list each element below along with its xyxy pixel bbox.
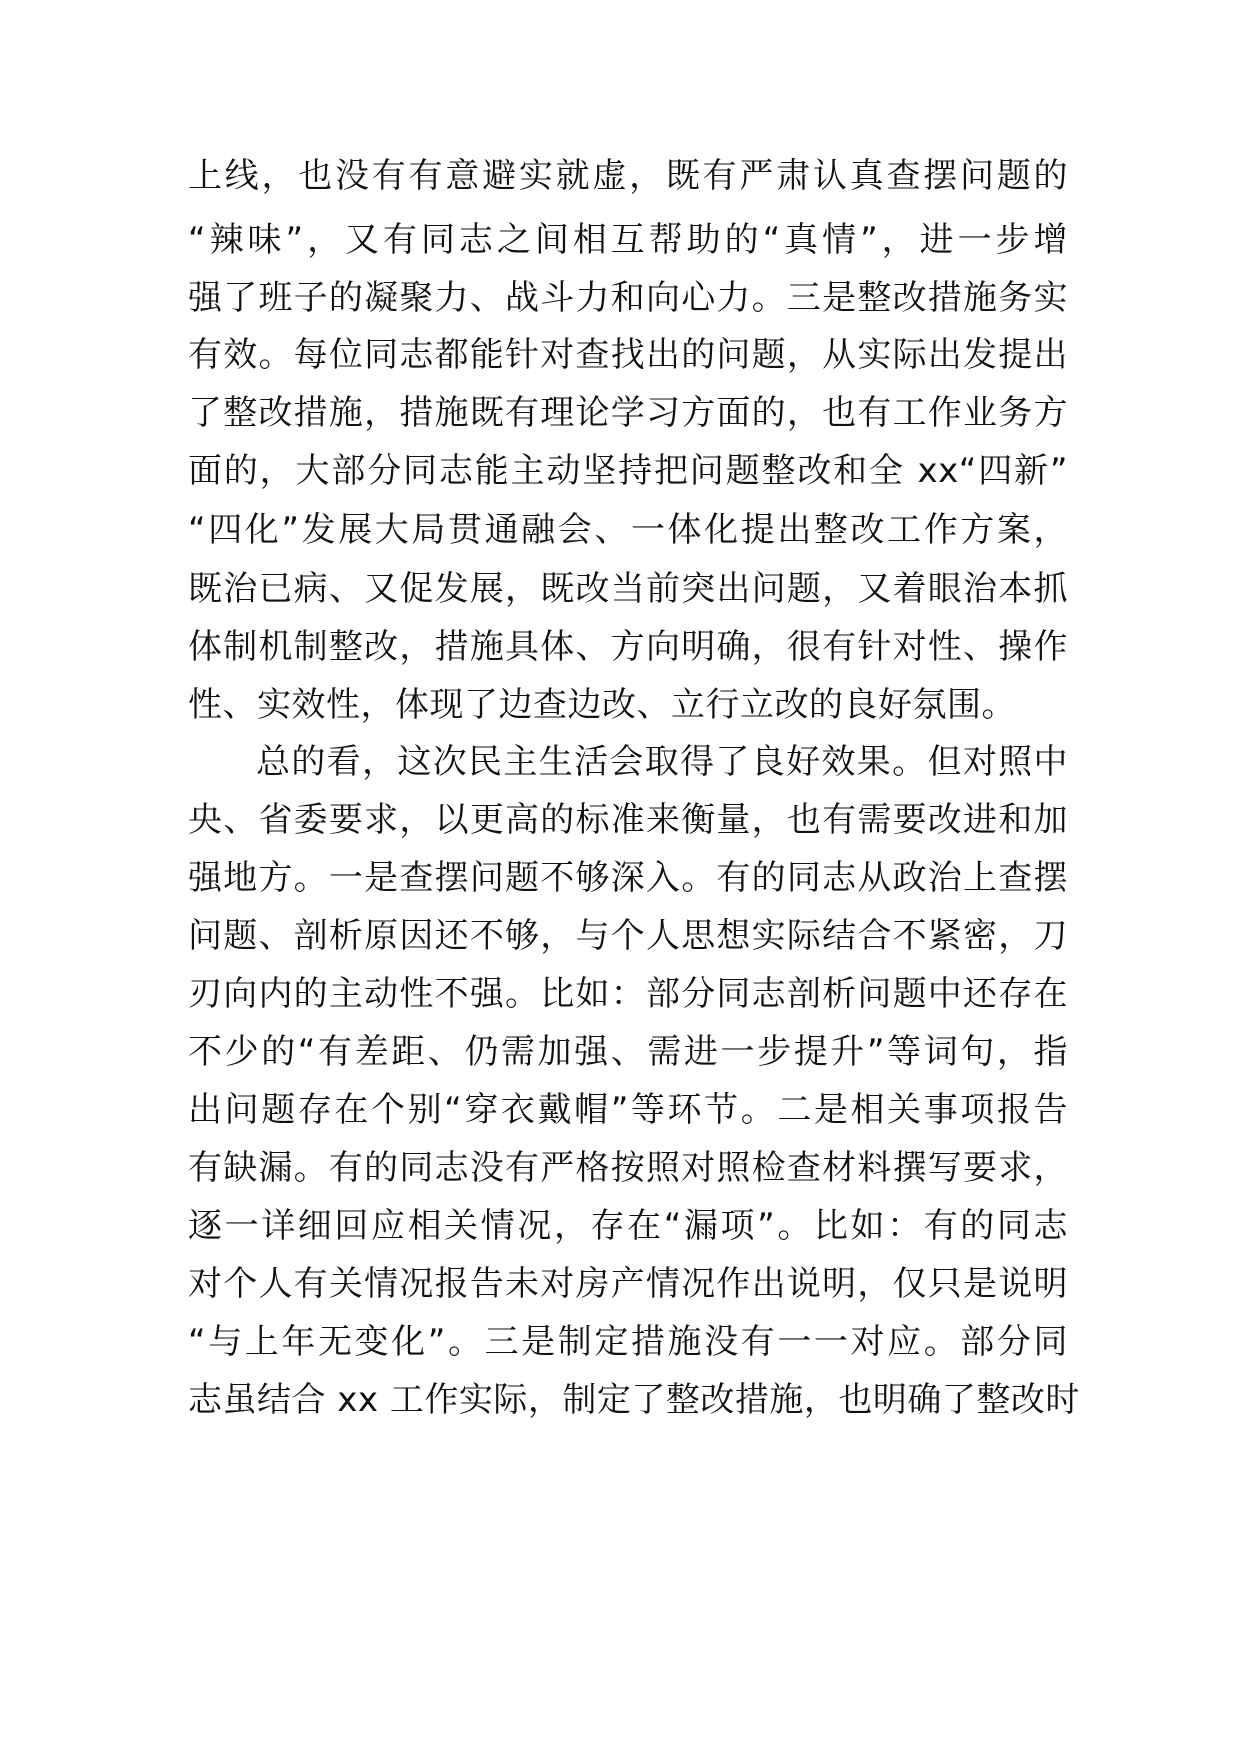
text-line: 央、省委要求，以更高的标准来衡量，也有需要改进和加	[188, 800, 1068, 840]
text-line: 面的，大部分同志能主动坚持把问题整改和全 xx“四新”	[188, 451, 1068, 491]
text-line: 问题、剖析原因还不够，与个人思想实际结合不紧密，刀	[188, 916, 1068, 956]
paragraph-first-line: 总的看，这次民主生活会取得了良好效果。但对照中	[256, 742, 1068, 782]
text-line: 逐一详细回应相关情况，存在“漏项”。比如：有的同志	[188, 1206, 1068, 1246]
text-line: 上线，也没有有意避实就虚，既有严肃认真查摆问题的	[188, 156, 1068, 196]
text-line: 有缺漏。有的同志没有严格按照对照检查材料撰写要求，	[188, 1148, 1068, 1188]
text-line: 了整改措施，措施既有理论学习方面的，也有工作业务方	[188, 393, 1068, 433]
text-line: 出问题存在个别“穿衣戴帽”等环节。二是相关事项报告	[188, 1090, 1068, 1130]
text-line: 性、实效性，体现了边查边改、立行立改的良好氛围。	[188, 685, 1016, 725]
text-line: 强地方。一是查摆问题不够深入。有的同志从政治上查摆	[188, 858, 1068, 898]
text-line: 志虽结合 xx 工作实际，制定了整改措施，也明确了整改时	[188, 1380, 1080, 1420]
text-line: “辣味”，又有同志之间相互帮助的“真情”，进一步增	[188, 220, 1068, 260]
text-line: 既治已病、又促发展，既改当前突出问题，又着眼治本抓	[188, 569, 1068, 609]
text-line: 有效。每位同志都能针对查找出的问题，从实际出发提出	[188, 335, 1068, 375]
text-line: “四化”发展大局贯通融会、一体化提出整改工作方案，	[188, 510, 1068, 550]
text-line: “与上年无变化”。三是制定措施没有一一对应。部分同	[188, 1322, 1068, 1362]
text-line: 对个人有关情况报告未对房产情况作出说明，仅只是说明	[188, 1264, 1068, 1304]
text-line: 体制机制整改，措施具体、方向明确，很有针对性、操作	[188, 627, 1068, 667]
text-line: 刃向内的主动性不强。比如：部分同志剖析问题中还存在	[188, 974, 1068, 1014]
text-line: 不少的“有差距、仍需加强、需进一步提升”等词句，指	[188, 1032, 1068, 1072]
text-line: 强了班子的凝聚力、战斗力和向心力。三是整改措施务实	[188, 278, 1068, 318]
